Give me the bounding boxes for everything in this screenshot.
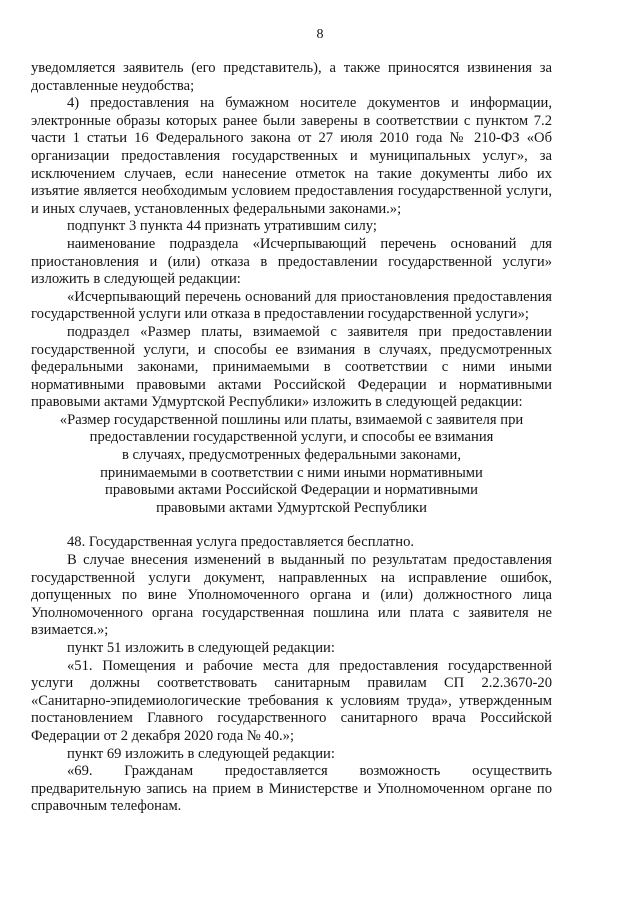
heading-line: правовыми актами Удмуртской Республики: [156, 499, 427, 516]
paragraph-a4: «Исчерпывающий перечень оснований для приостановления предоставления государственной услуги или отказа в предоставлении государственной услуги»;: [31, 288, 552, 323]
heading-line: в случаях, предусмотренных федеральными законами,: [121, 447, 461, 464]
heading-line: «Размер государственной пошлины или платы, взимаемой с заявителя при: [59, 411, 524, 428]
paragraph-a2: подпункт 3 пункта 44 признать утратившим силу;: [67, 218, 377, 235]
heading-line: правовыми актами Российской Федерации и нормативными: [105, 482, 478, 499]
document-body: [31, 60, 552, 816]
page-number: 8: [316, 27, 324, 42]
paragraph-b3: «51. Помещения и рабочие места для предоставления государственной услуги должны соответствовать санитарным правилам СП 2.2.3670-20 «Санитарно-эпидемиологические требования к условиям труда», утвержденным постановлением Главного государственного санитарного врача Российской Федерации от 2 декабря 2020 года № 40.»;: [31, 657, 552, 744]
paragraph-b1: В случае внесения изменений в выданный по результатам предоставления государственной услуги документ, направленных на исправление ошибок, допущенных по вине Уполномоченного органа и (или) должностного лица Уполномоченного органа государственная пошлина или плата с заявителя не взимается.»;: [31, 552, 552, 639]
heading-line: принимаемыми в соответствии с ними иными нормативными: [100, 464, 483, 481]
paragraph-b2: пункт 51 изложить в следующей редакции:: [67, 640, 335, 656]
paragraph-b0: 48. Государственная услуга предоставляется бесплатно.: [67, 534, 415, 551]
paragraph-a5: подраздел «Размер платы, взимаемой с заявителя при предоставлении государственной услуги, и способы ее взимания в случаях, предусмотренных федеральными законами, принимаемыми в соответствии с ними иными нормативными правовыми актами Российской Федерации и нормативными правовыми актами Удмуртской Республики» изложить в следующей редакции:: [31, 323, 552, 411]
paragraph-a3: наименование подраздела «Исчерпывающий перечень оснований для приостановления и (или) отказа в предоставлении государственной услуги» изложить в следующей редакции:: [31, 235, 552, 288]
subsection-heading: [31, 412, 552, 518]
paragraph-a1: 4) предоставления на бумажном носителе документов и информации, электронные образы которых ранее были заверены в соответствии с пунктом 7.2 части 1 статьи 16 Федерального закона от 27 июля 2010 года № 210-ФЗ «Об организации предоставления государственных и муниципальных услуг», за исключением случаев, если нанесение отметок на такие документы либо их изъятие является необходимым условием предоставления государственной услуги, и иных случаев, установленных федеральными законами.»;: [31, 95, 552, 217]
paragraph-a0: уведомляется заявитель (его представитель), а также приносятся извинения за доставленные неудобства;: [31, 60, 552, 94]
heading-line: предоставлении государственной услуги, и способы ее взимания: [89, 429, 494, 446]
spacer: [31, 517, 552, 534]
paragraph-b4: пункт 69 изложить в следующей редакции:: [67, 745, 335, 762]
paragraph-b5: «69. Гражданам предоставляется возможность осуществить предварительную запись на прием в Министерстве и Уполномоченном органе по справочным телефонам.: [31, 763, 552, 815]
